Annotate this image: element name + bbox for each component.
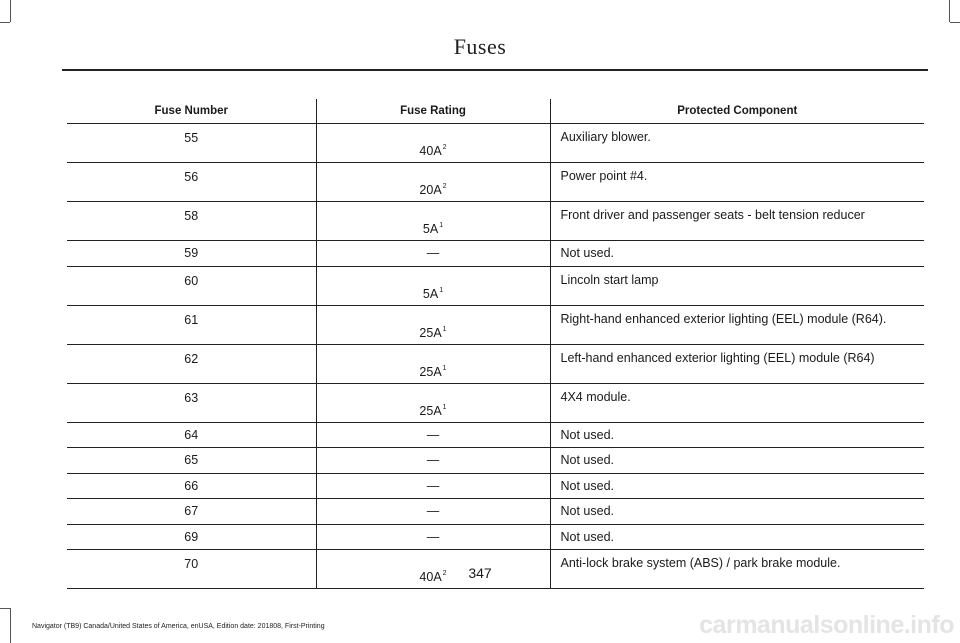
fuse-number: 55: [67, 124, 316, 163]
table-row: [67, 499, 924, 525]
fuse-table: [67, 99, 924, 589]
fuse-rating-cell: [316, 383, 550, 422]
fuse-rating-cell: [316, 266, 550, 305]
watermark: carmanualsonline.info: [699, 611, 954, 639]
page-title: Fuses: [453, 34, 507, 59]
crop-mark-bottom-left-h: [0, 608, 10, 609]
fuse-number: 56: [67, 163, 316, 202]
table-row: [67, 202, 924, 241]
fuse-rating-cell: [316, 163, 550, 202]
protected-component: Not used.: [550, 499, 924, 525]
table-row: [67, 422, 924, 448]
table-row: [67, 305, 924, 344]
fuse-rating: 20A: [419, 183, 442, 197]
crop-mark-top-right-h: [950, 22, 960, 23]
fuse-rating-cell: [316, 499, 550, 525]
column-header-fuse-rating: Fuse Rating: [316, 99, 550, 124]
table-row: [67, 448, 924, 474]
table-row: [67, 163, 924, 202]
fuse-rating: 25A: [419, 325, 442, 340]
fuse-number: 59: [67, 241, 316, 267]
protected-component: Anti-lock brake system (ABS) / park brake module.: [550, 550, 924, 589]
fuse-number: 61: [67, 305, 316, 344]
fuse-rating: 40A: [419, 144, 442, 158]
fuse-rating-cell: [316, 473, 550, 499]
crop-mark-top-left-v: [10, 0, 11, 22]
fuse-rating: 5A: [422, 286, 439, 301]
fuse-number: 70: [67, 550, 316, 589]
fuse-rating-cell: [316, 241, 550, 267]
fuse-rating-cell: [316, 524, 550, 550]
protected-component: Left-hand enhanced exterior lighting (EEL) module (R64): [550, 344, 924, 383]
fuse-number: 65: [67, 448, 316, 474]
fuse-rating-cell: [316, 124, 550, 163]
fuse-rating-cell: [316, 448, 550, 474]
protected-component: Not used.: [550, 241, 924, 267]
fuse-number: 64: [67, 422, 316, 448]
protected-component: Right-hand enhanced exterior lighting (EEL) module (R64).: [550, 305, 924, 344]
footnote-marker: 1: [442, 325, 447, 333]
fuse-rating-cell: [316, 422, 550, 448]
fuse-table-body: [67, 124, 924, 589]
table-header-row: [67, 99, 924, 124]
table-row: [67, 266, 924, 305]
footer-edition-info: Navigator (TB9) Canada/United States of America, enUSA, Edition date: 201808, First-Printing: [32, 623, 325, 630]
footnote-marker: 1: [439, 222, 444, 229]
protected-component: Not used.: [550, 473, 924, 499]
fuse-rating: 25A: [419, 364, 442, 379]
fuse-number: 58: [67, 202, 316, 241]
protected-component: Not used.: [550, 524, 924, 550]
protected-component: Not used.: [550, 422, 924, 448]
fuse-rating: —: [426, 478, 440, 493]
crop-mark-top-left-h: [0, 22, 10, 23]
table-row: [67, 124, 924, 163]
fuse-rating: —: [426, 427, 440, 442]
fuse-number: 60: [67, 266, 316, 305]
fuse-rating: 40A: [419, 570, 442, 584]
fuse-rating-cell: [316, 202, 550, 241]
fuse-number: 66: [67, 473, 316, 499]
table-row: [67, 241, 924, 267]
protected-component: Not used.: [550, 448, 924, 474]
fuse-number: 69: [67, 524, 316, 550]
fuse-rating-cell: [316, 344, 550, 383]
protected-component: Lincoln start lamp: [550, 266, 924, 305]
fuse-rating: —: [426, 246, 440, 261]
footnote-marker: 2: [442, 144, 447, 151]
fuse-rating: 5A: [422, 222, 439, 236]
fuse-rating: —: [426, 453, 440, 468]
table-row: [67, 344, 924, 383]
fuse-rating: —: [426, 504, 440, 519]
fuse-rating: 25A: [419, 403, 442, 418]
protected-component: Power point #4.: [550, 163, 924, 202]
footnote-marker: 2: [442, 570, 447, 577]
protected-component: Front driver and passenger seats - belt tension reducer: [550, 202, 924, 241]
table-row: [67, 524, 924, 550]
table-row: [67, 473, 924, 499]
fuse-number: 62: [67, 344, 316, 383]
footnote-marker: 1: [442, 403, 447, 411]
table-row: [67, 383, 924, 422]
crop-mark-bottom-left-v: [10, 608, 11, 643]
page-number: 347: [468, 565, 492, 581]
column-header-protected-component: Protected Component: [550, 99, 924, 124]
fuse-rating: —: [426, 529, 440, 544]
crop-mark-top-right-v: [949, 0, 950, 22]
fuse-number: 63: [67, 383, 316, 422]
protected-component: 4X4 module.: [550, 383, 924, 422]
column-header-fuse-number: Fuse Number: [67, 99, 316, 124]
footnote-marker: 2: [442, 183, 447, 190]
footnote-marker: 1: [439, 286, 444, 294]
footnote-marker: 1: [442, 364, 447, 372]
fuse-number: 67: [67, 499, 316, 525]
protected-component: Auxiliary blower.: [550, 124, 924, 163]
fuse-rating-cell: [316, 305, 550, 344]
title-divider: [62, 69, 928, 71]
